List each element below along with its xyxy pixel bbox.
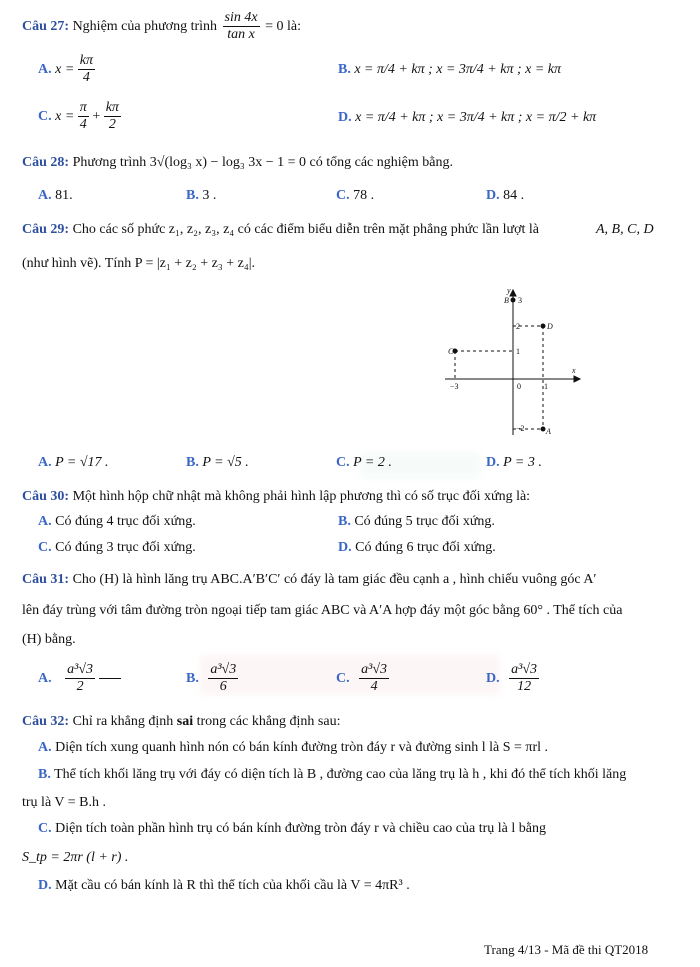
label-d: D [547,322,553,331]
question-label: Câu 28: [22,155,70,170]
q32-option-a[interactable] [38,740,548,756]
tick-y3: 3 [518,296,522,305]
q31-option-b[interactable] [186,662,238,695]
label-b: B [504,296,509,305]
option-letter: D. [486,188,500,203]
fraction [208,662,238,695]
option-text: P = 2 . [353,455,392,470]
fraction [65,662,95,695]
q31-option-c[interactable] [336,662,389,695]
option-letter: B. [38,767,51,782]
tick-y1: 1 [516,347,520,356]
option-letter: C. [336,455,350,470]
question-label: Câu 27: [22,18,70,34]
option-letter: C. [336,188,350,203]
question-text: Cho các số phức z₁, z₂, z₃, z₄ có các điểm biểu diễn trên mặt phẳng phức lần lượt là [72,222,539,237]
numerator: π [78,100,89,117]
option-text: Mặt cầu có bán kính là R thì thể tích của khối cầu là V = 4πR³ . [55,878,410,893]
q32-option-b[interactable] [38,767,626,783]
question-label: Câu 32: [22,714,70,729]
page-footer: Trang 4/13 - Mã đề thi QT2018 [484,942,649,957]
q27-option-c[interactable] [38,100,121,133]
option-text: 84 . [503,188,525,203]
question-text: Nghiệm của phương trình [72,18,218,34]
option-text: 78 . [353,188,375,203]
tick-ym2: −2 [516,424,525,433]
question-label: Câu 30: [22,489,70,504]
option-text: P = 3 . [503,455,542,470]
denominator: 4 [79,117,87,133]
origin-label: 0 [517,382,521,391]
q30-option-d[interactable] [338,540,496,556]
option-letter: A. [38,455,52,470]
point-d [541,324,546,329]
numerator: kπ [104,100,121,117]
option-letter: D. [38,878,52,893]
question-tail: là: [287,18,301,34]
option-letter: A. [38,740,52,755]
denominator: 12 [517,679,532,695]
underline-mark [99,678,121,679]
plus-sign: + [92,108,101,124]
option-letter: B. [186,455,199,470]
x-axis-label: x [572,366,576,375]
option-letter: C. [336,670,350,686]
option-letter: A. [38,670,52,686]
option-letter: A. [38,61,52,77]
option-text: P = √17 . [55,455,109,470]
option-text: Có đúng 6 trục đối xứng. [355,540,496,555]
q31-stem-line3: (H) bằng. [22,632,76,647]
option-text: x = [55,61,75,77]
q32-option-c[interactable] [38,821,546,837]
fraction [78,53,95,86]
option-letter: C. [38,540,52,555]
x-axis-arrow [574,376,580,382]
question-text: Chỉ ra khẳng định [72,714,174,729]
q27-option-d[interactable] [338,110,596,126]
q27-option-b[interactable] [338,62,561,78]
option-text: P = √5 . [202,455,249,470]
question-label: Câu 31: [22,572,70,587]
q32-option-c-line2: S_tp = 2πr (l + r) . [22,850,129,865]
numerator: a³√3 [359,662,389,679]
option-letter: D. [338,540,352,555]
q28-option-a[interactable] [38,188,73,204]
option-text: Diện tích xung quanh hình nón có bán kính đường tròn đáy r và đường sinh l là S = πrl . [55,740,549,755]
point-b [511,298,516,303]
question-label: Câu 29: [22,222,70,237]
denominator: 4 [82,70,90,86]
option-text: x = π/4 + kπ ; x = 3π/4 + kπ ; x = kπ [354,62,562,77]
option-letter: D. [486,455,500,470]
fraction [359,662,389,695]
option-text: x = [55,108,75,124]
option-letter: D. [338,110,352,125]
tick-x1: 1 [544,382,548,391]
option-text: 81. [55,188,73,203]
fraction [223,10,260,43]
denominator: 2 [76,679,84,695]
option-letter: B. [186,188,199,203]
q27-stem [22,10,301,43]
fraction [104,100,121,133]
q29-option-d[interactable] [486,455,542,471]
option-letter: D. [486,670,500,686]
q29-stem-line2: (như hình vẽ). Tính P = |z₁ + z₂ + z₃ + z₄|. [22,256,256,271]
q30-option-c[interactable] [38,540,196,556]
option-letter: B. [338,514,351,529]
option-text: Diện tích toàn phần hình trụ có bán kính đường tròn đáy r và chiều cao của trụ là l bằng [55,821,546,836]
q29-stem-line1 [22,222,539,238]
option-text: Thể tích khối lăng trụ với đáy có diện tích là B , đường cao của lăng trụ là h , khi đó thể tích khối lăng [54,767,627,782]
option-letter: A. [38,514,52,529]
q31-stem-line2: lên đáy trùng với tâm đường tròn ngoại tiếp tam giác ABC và A′A hợp đáy một góc bằng 60° . Thể tích của [22,603,623,618]
q29-option-a[interactable] [38,455,109,471]
q31-option-a[interactable] [38,662,121,695]
q32-option-d[interactable] [38,878,410,894]
q28-option-c[interactable] [336,188,374,204]
denominator: 2 [108,117,116,133]
option-text: 3 . [202,188,217,203]
option-letter: C. [38,108,52,124]
question-text: Cho (H) là hình lăng trụ ABC.A′B′C′ có đáy là tam giác đều cạnh a , hình chiếu vuông góc A′ [72,572,597,587]
q28-option-b[interactable] [186,188,216,204]
q32-stem [22,714,340,730]
fraction [509,662,539,695]
option-letter: C. [38,821,52,836]
option-text: Có đúng 3 trục đối xứng. [55,540,196,555]
point-a [541,427,546,432]
question-text: trong các khẳng định sau: [196,714,341,729]
q29-option-c[interactable] [336,455,392,471]
label-c: C [448,347,454,356]
tick-y2: 2 [516,322,520,331]
q31-stem-line1 [22,572,597,588]
option-text: Có đúng 4 trục đối xứng. [55,514,196,529]
q29-points: A, B, C, D [596,222,654,237]
option-letter: B. [338,62,351,77]
fraction [78,100,89,133]
complex-plane-graph [440,285,600,440]
equals: = 0 [265,18,284,34]
tick-xm3: −3 [450,382,459,391]
denominator: 6 [219,679,227,695]
q28-option-d[interactable] [486,188,524,204]
q29-option-b[interactable] [186,455,249,471]
numerator: a³√3 [65,662,95,679]
q32-option-b-line2: trụ là V = B.h . [22,795,106,810]
numerator: kπ [78,53,95,70]
q31-option-d[interactable] [486,662,539,695]
label-a: A [546,427,551,436]
option-letter: B. [186,670,199,686]
denominator: 4 [370,679,378,695]
q28-stem [22,155,453,171]
option-text: Có đúng 5 trục đối xứng. [354,514,495,529]
option-text: x = π/4 + kπ ; x = 3π/4 + kπ ; x = π/2 + kπ [355,110,597,125]
q30-option-a[interactable] [38,514,196,530]
numerator: a³√3 [509,662,539,679]
q30-option-b[interactable] [338,514,495,530]
question-text: Phương trình 3√(log₃ x) − log₃ 3x − 1 = 0 có tổng các nghiệm bằng. [72,155,453,170]
q27-option-a[interactable] [38,53,95,86]
numerator: sin 4x [223,10,260,27]
question-emphasis: sai [176,714,194,729]
numerator: a³√3 [208,662,238,679]
y-axis-arrow [510,290,516,296]
y-axis-label: y [507,286,511,295]
question-text: Một hình hộp chữ nhật mà không phải hình lập phương thì có số trục đối xứng là: [72,489,531,504]
q30-stem [22,489,530,505]
option-letter: A. [38,188,52,203]
denominator: tan x [227,27,255,43]
